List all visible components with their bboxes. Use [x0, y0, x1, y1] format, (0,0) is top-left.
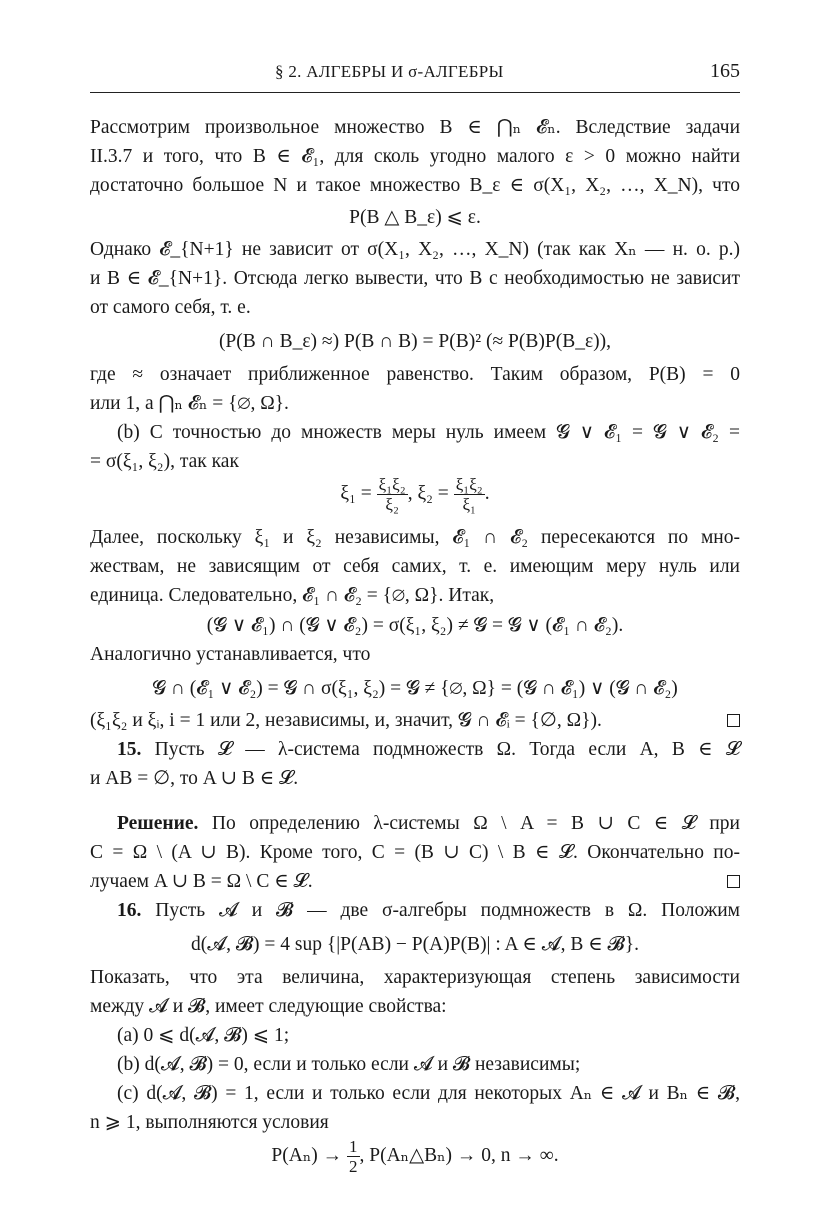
numerator: 1: [349, 1137, 358, 1157]
qed-square: [727, 875, 740, 888]
text-fragment: Пусть 𝓐 и 𝓑 — две σ-алгебры подмножеств в Ω. Положим: [141, 900, 740, 921]
text-line: C = Ω \ (A ∪ B). Кроме того, C = (B ∪ C) \ B ∈ 𝓛. Окончательно по-: [90, 842, 740, 863]
numerator: ξ₁ξ₂: [455, 475, 483, 495]
formula: P(B △ B_ε) ⩽ ε.: [349, 207, 481, 228]
solution-label: Решение.: [117, 813, 199, 834]
problem-statement: [117, 899, 740, 923]
fraction: [347, 1137, 360, 1176]
text-line: (ξ₁ξ₂ и ξᵢ, i = 1 или 2, независимы, и, значит, 𝓖 ∩ 𝓔ᵢ = {∅, Ω}).: [90, 710, 602, 731]
fraction: [377, 475, 408, 514]
text-line: где ≈ означает приближенное равенство. Таким образом, P(B) = 0: [90, 364, 740, 385]
text-line: Показать, что эта величина, характеризующая степень зависимости: [90, 967, 740, 988]
formula: (𝓖 ∨ 𝓔₁) ∩ (𝓖 ∨ 𝓔₂) = σ(ξ₁, ξ₂) ≠ 𝓖 = 𝓖 ∨ (𝓔₁ ∩ 𝓔₂).: [206, 615, 624, 636]
text-line: (c) d(𝓐, 𝓑) = 1, если и только если для некоторых Aₙ ∈ 𝓐 и Bₙ ∈ 𝓑,: [117, 1083, 740, 1104]
text-fragment: По определению λ-системы Ω \ A = B ∪ C ∈ 𝓛 при: [198, 813, 740, 834]
text-line: (b) d(𝓐, 𝓑) = 0, если и только если 𝓐 и 𝓑 независимы;: [117, 1054, 581, 1075]
denominator: ξ₂: [385, 495, 399, 515]
text-fragment: Пусть 𝓛 — λ-система подмножеств Ω. Тогда если A, B ∈ 𝓛: [141, 739, 740, 760]
text-line: лучаем A ∪ B = Ω \ C ∈ 𝓛.: [90, 871, 313, 892]
text-line: от самого себя, т. е.: [90, 297, 251, 318]
problem-statement: [117, 738, 740, 762]
section-title: § 2. АЛГЕБРЫ И σ-АЛГЕБРЫ: [275, 62, 504, 81]
text-line: или 1, а ⋂ₙ 𝓔ₙ = {∅, Ω}.: [90, 393, 289, 414]
denominator: 2: [349, 1157, 358, 1177]
text-line: Однако 𝓔_{N+1} не зависит от σ(X₁, X₂, …, X_N) (так как Xₙ — н. о. р.): [90, 239, 740, 260]
qed-square: [727, 714, 740, 727]
text-line: Далее, поскольку ξ₁ и ξ₂ независимы, 𝓔₁ ∩ 𝓔₂ пересекаются по мно-: [90, 527, 740, 548]
numerator: ξ₁ξ₂: [378, 475, 406, 495]
formula-fractions: [90, 470, 740, 518]
text-line: и B ∈ 𝓔_{N+1}. Отсюда легко вывести, что B с необходимостью не зависит: [90, 268, 740, 289]
formula-part: P(Aₙ) →: [271, 1145, 343, 1166]
text-line: (a) 0 ⩽ d(𝓐, 𝓑) ⩽ 1;: [117, 1025, 290, 1046]
text-line: n ⩾ 1, выполняются условия: [90, 1112, 329, 1133]
text-line: между 𝓐 и 𝓑, имеет следующие свойства:: [90, 996, 447, 1017]
formula-part: .: [484, 483, 490, 504]
text-line: и AB = ∅, то A ∪ B ∈ 𝓛.: [90, 768, 299, 789]
fraction: [454, 475, 485, 514]
text-line: II.3.7 и того, что B ∈ 𝓔₁, для сколь угодно малого ε > 0 можно найти: [90, 146, 740, 167]
solution-line: [117, 812, 740, 836]
header-rule: [90, 92, 740, 93]
text-line: достаточно большое N и такое множество B_ε ∈ σ(X₁, X₂, …, X_N), что: [90, 175, 740, 196]
formula: 𝓖 ∩ (𝓔₁ ∨ 𝓔₂) = 𝓖 ∩ σ(ξ₁, ξ₂) = 𝓖 ≠ {∅, Ω} = (𝓖 ∩ 𝓔₁) ∨ (𝓖 ∩ 𝓔₂): [152, 678, 678, 699]
formula: d(𝓐, 𝓑) = 4 sup {|P(AB) − P(A)P(B)| : A ∈ 𝓐, B ∈ 𝓑}.: [191, 934, 639, 955]
formula: (P(B ∩ B_ε) ≈) P(B ∩ B) = P(B)² (≈ P(B)P(B_ε)),: [218, 331, 612, 352]
text-line: Аналогично устанавливается, что: [90, 644, 371, 665]
text-line: = σ(ξ₁, ξ₂), так как: [90, 451, 239, 472]
formula-part: ξ₁ =: [340, 483, 372, 504]
problem-number: 16.: [117, 900, 142, 921]
formula-part: , P(Aₙ△Bₙ) → 0, n → ∞.: [359, 1145, 559, 1166]
text-line: (b) С точностью до множеств меры нуль имеем 𝓖 ∨ 𝓔₁ = 𝓖 ∨ 𝓔₂ =: [117, 422, 740, 443]
denominator: ξ₁: [462, 495, 476, 515]
running-header: [90, 62, 740, 88]
formula-part: , ξ₂ =: [407, 483, 449, 504]
formula-fractions: [90, 1132, 740, 1180]
text-line: Рассмотрим произвольное множество B ∈ ⋂ₙ 𝓔ₙ. Вследствие задачи: [90, 117, 740, 138]
text-line: единица. Следовательно, 𝓔₁ ∩ 𝓔₂ = {∅, Ω}. Итак,: [90, 585, 495, 606]
page-number: 165: [710, 60, 740, 82]
problem-number: 15.: [117, 739, 142, 760]
text-line: жествам, не зависящим от себя самих, т. е. имеющим меру нуль или: [90, 556, 740, 577]
